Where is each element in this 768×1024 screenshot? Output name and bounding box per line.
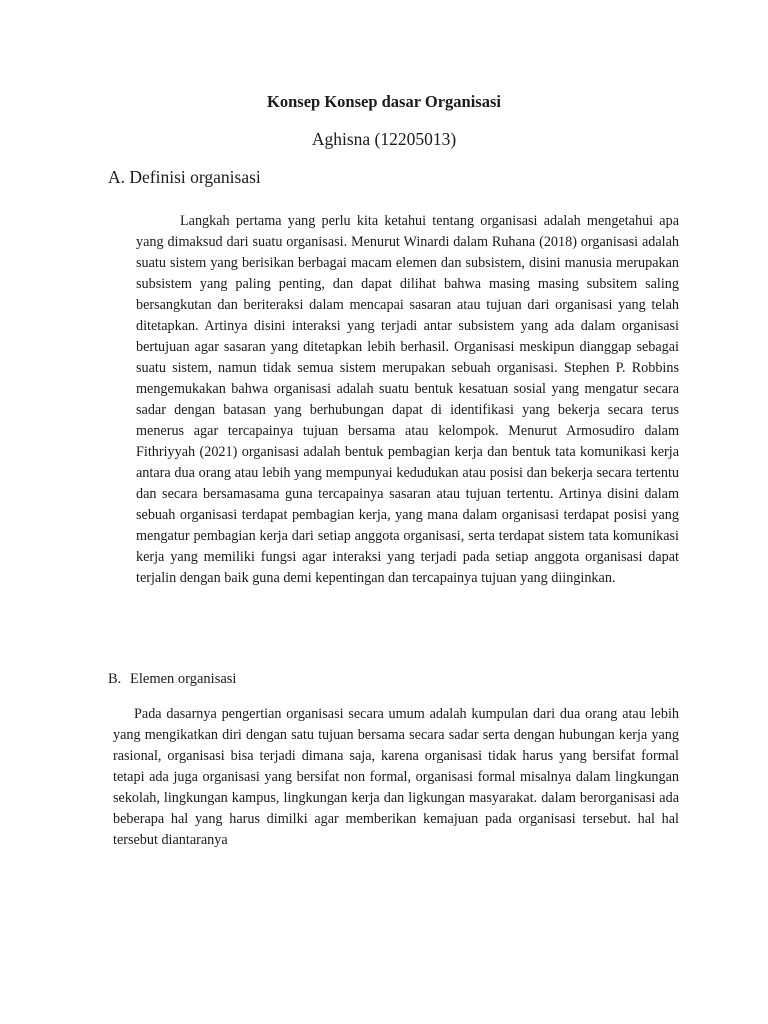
document-title: Konsep Konsep dasar Organisasi — [267, 92, 501, 111]
author-line: Aghisna (12205013) — [311, 129, 457, 149]
section-a-title: Definisi organisasi — [129, 167, 261, 187]
section-b-letter: B. — [108, 671, 122, 687]
section-a-heading — [108, 167, 261, 188]
section-a-letter: A. — [108, 167, 126, 187]
section-b-heading — [108, 671, 236, 688]
section-b-title: Elemen organisasi — [130, 671, 237, 687]
section-b-paragraph: Pada dasarnya pengertian organisasi secara umum adalah kumpulan dari dua orang atau lebih yang mengikatkan diri dengan satu tujuan bersama secara sadar serta dengan hubungan kerja yang rasional, organisasi bisa terjadi dimana saja, karena organisasi tidak harus yang bersifat formal tetapi ada juga organisasi yang bersifat non formal, organisasi formal misalnya dalam lingkungan sekolah, lingkungan kampus, lingkungan kerja dan ligkungan masyarakat. dalam berorganisasi ada beberapa hal yang harus dimilki agar memberikan kemajuan pada organisasi tersebut. hal hal tersebut diantaranya — [113, 706, 679, 848]
section-a-paragraph: Langkah pertama yang perlu kita ketahui tentang organisasi adalah mengetahui apa yang dimaksud dari suatu organisasi. Menurut Winardi dalam Ruhana (2018) organisasi adalah suatu sistem yang berisikan berbagai macam elemen dan subsistem, disini manusia merupakan subsistem yang paling penting, dan dapat dilihat bahwa masing masing subsitem saling bersangkutan dan beriteraksi dalam mencapai sasaran atau tujuan dari organisasi yang telah ditetapkan. Artinya disini interaksi yang terjadi antar subsistem yang ada dalam organisasi bertujuan agar sasaran yang ditetapkan lebih berhasil. Organisasi meskipun dianggap sebagai suatu sistem, namun tidak semua sistem merupakan sebuah organisasi. Stephen P. Robbins mengemukakan bahwa organisasi adalah suatu bentuk kesatuan sosial yang mengatur secara sadar dengan batasan yang berhubungan dapat di identifikasi yang bekerja secara terus menerus agar tercapainya tujuan bersama atau kelompok. Menurut Armosudiro dalam Fithriyyah (2021) organisasi adalah bentuk pembagian kerja dan bentuk tata komunikasi kerja antara dua orang atau lebih yang mempunyai kedudukan atau posisi dan bekerja secara tertentu dan secara bersamasama guna tercapainya sasaran atau tujuan tertentu. Artinya disini dalam sebuah organisasi terdapat pembagian kerja, yang mana dalam organisasi terdapat posisi yang mengatur pembagian kerja dari setiap anggota organisasi, serta terdapat sistem tata komunikasi kerja yang memiliki fungsi agar interaksi yang terjadi pada setiap anggota organisasi dapat terjalin dengan baik guna demi kepentingan dan tercapainya tujuan yang diinginkan. — [136, 213, 679, 586]
